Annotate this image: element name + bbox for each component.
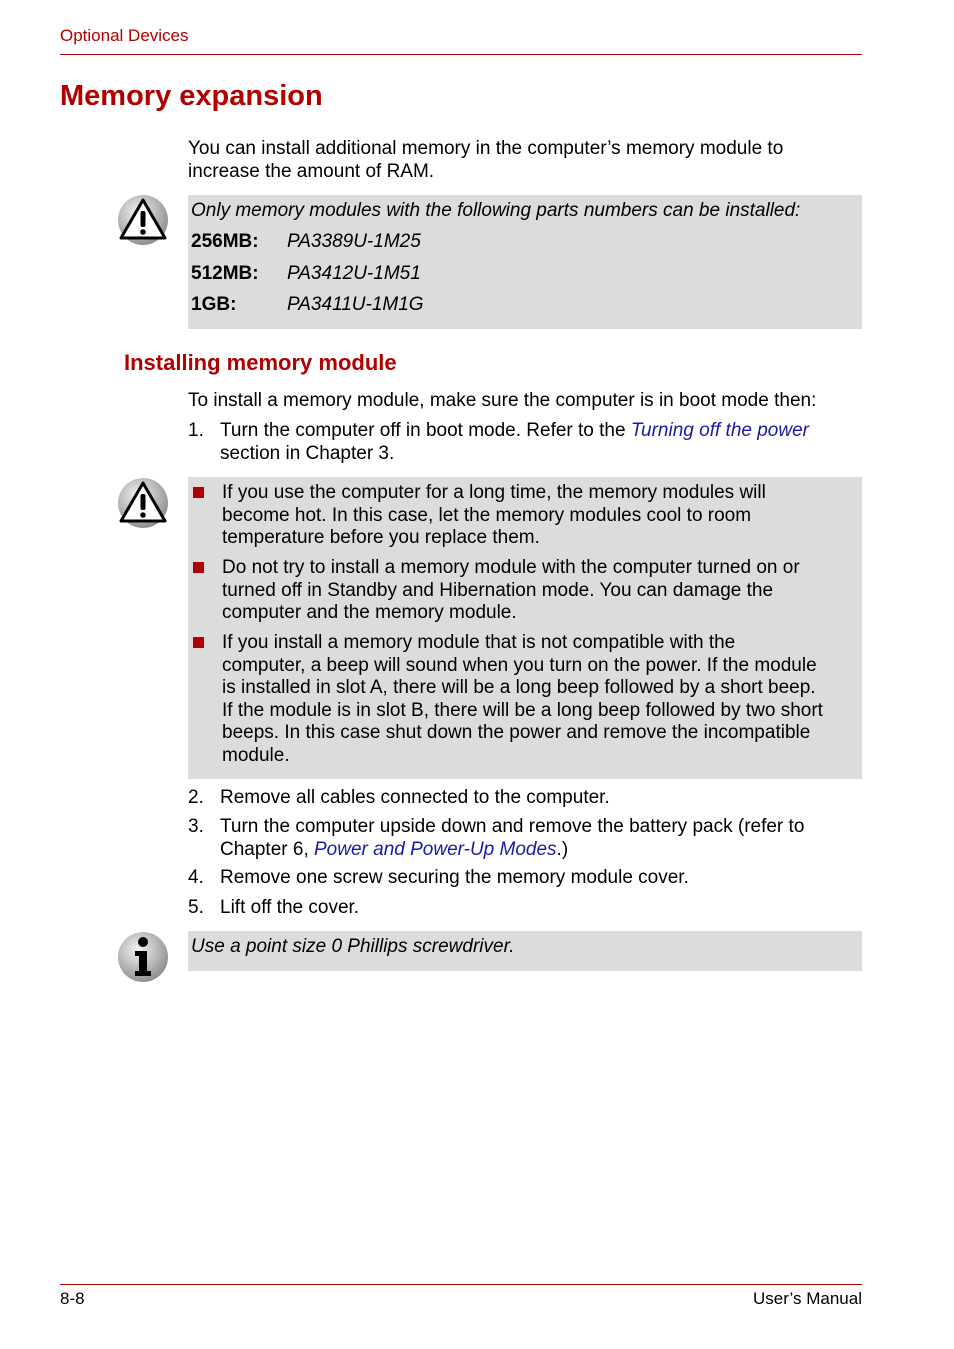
step-4 <box>0 867 954 891</box>
caution-line: turned off in Standby and Hibernation mode. You can damage the <box>222 579 774 601</box>
caution-icon <box>117 477 169 529</box>
step-text-part: Turn the computer upside down and remove the battery pack (refer to <box>220 816 805 837</box>
step-number: 2. <box>188 787 204 808</box>
info-icon <box>117 931 169 983</box>
caution-line: become hot. In this case, let the memory modules cool to room <box>222 504 752 526</box>
part-size: 512MB: <box>191 263 259 284</box>
intro-paragraph <box>188 138 783 183</box>
bullet-square <box>193 562 204 573</box>
caution-icon <box>117 194 169 246</box>
caution-line: computer and the memory module. <box>222 602 517 623</box>
step-text-part: Chapter 6, <box>220 838 314 860</box>
step-text-part: .) <box>556 838 569 860</box>
header-rule <box>60 54 862 55</box>
running-header: Optional Devices <box>60 26 189 45</box>
step-1 <box>0 420 954 466</box>
caution-line: If the module is in slot B, there will be a long beep followed by two short <box>222 699 823 721</box>
step-text: Lift off the cover. <box>220 897 360 918</box>
caution-bullet <box>222 632 823 767</box>
intro-line: You can install additional memory in the computer’s memory module to <box>188 138 784 159</box>
part-number: PA3389U-1M25 <box>287 231 421 252</box>
step-text <box>220 816 804 861</box>
caution-line: module. <box>222 744 290 766</box>
footer-rule <box>60 1284 862 1285</box>
step-number: 3. <box>188 816 204 837</box>
step-text-part: Turn the computer off in boot mode. Refer to the <box>220 420 631 441</box>
page-number: 8-8 <box>60 1289 85 1308</box>
step-number: 4. <box>188 867 204 888</box>
step-text-part: section in Chapter 3. <box>220 442 395 464</box>
page-title: Memory expansion <box>60 80 323 112</box>
caution-line: temperature before you replace them. <box>222 527 540 548</box>
step-text: Remove all cables connected to the computer. <box>220 787 610 808</box>
part-number: PA3411U-1M1G <box>287 294 424 315</box>
step-number: 1. <box>188 420 204 441</box>
caution-line: Do not try to install a memory module with the computer turned on or <box>222 557 800 578</box>
step-number: 5. <box>188 897 204 918</box>
caution-line: is installed in slot A, there will be a long beep followed by a short beep. <box>222 677 816 698</box>
intro-line: increase the amount of RAM. <box>188 160 435 182</box>
step-text: Remove one screw securing the memory module cover. <box>220 867 689 888</box>
caution-line: If you use the computer for a long time, the memory modules will <box>222 482 766 503</box>
caution-bullet <box>222 482 766 550</box>
note-text: Use a point size 0 Phillips screwdriver. <box>191 936 515 957</box>
caution-line: If you install a memory module that is not compatible with the <box>222 632 736 653</box>
caution-lead: Only memory modules with the following parts numbers can be installed: <box>191 200 801 221</box>
part-size: 256MB: <box>191 231 259 252</box>
step-2 <box>0 787 954 811</box>
section-heading: Installing memory module <box>124 350 397 375</box>
step-5 <box>0 897 954 921</box>
part-number: PA3412U-1M51 <box>287 263 421 284</box>
manual-title: User’s Manual <box>753 1289 862 1308</box>
turning-off-power-link[interactable]: Turning off the power <box>630 420 809 441</box>
caution-line: computer, a beep will sound when you turn on the power. If the module <box>222 654 817 676</box>
bullet-square <box>193 637 204 648</box>
step-3 <box>0 816 954 862</box>
power-modes-link[interactable]: Power and Power-Up Modes <box>314 838 557 860</box>
caution-line: beeps. In this case shut down the power and remove the incompatible <box>222 722 811 743</box>
install-intro: To install a memory module, make sure the computer is in boot mode then: <box>188 390 817 411</box>
caution-bullet <box>222 557 800 625</box>
step-text <box>220 420 809 465</box>
part-size: 1GB: <box>191 294 237 315</box>
bullet-square <box>193 487 204 498</box>
